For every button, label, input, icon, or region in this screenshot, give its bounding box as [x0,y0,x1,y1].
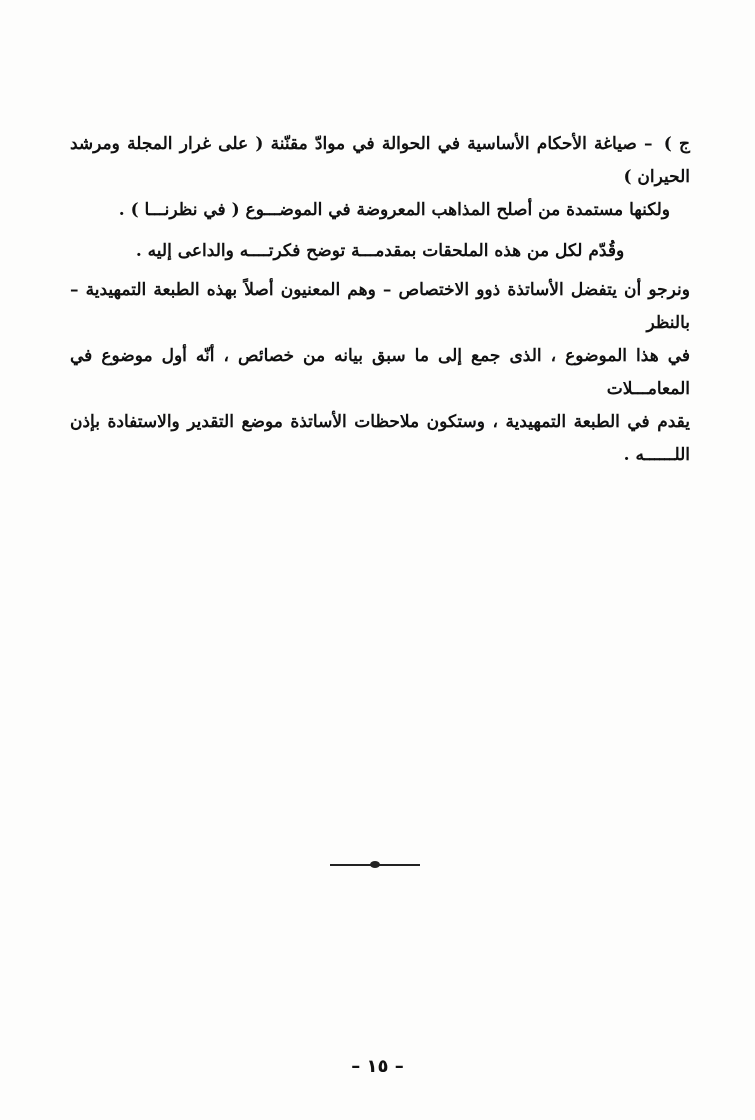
page-number: – ١٥ – [351,1056,404,1077]
closing-line-2: في هذا الموضوع ، الذى جمع إلى ما سبق بيانه من خصائص ، أنّه أول موضوع في المعامـــلات [70,346,690,399]
item-text-line1: – صياغة الأحكام الأساسية في الحوالة في موادّ مقنّنة ( على غرار المجلة ومرشد الحيران ) [70,134,690,187]
list-item-c [70,128,690,227]
item-label: ج ) [663,134,691,154]
closing-line-1: ونرجو أن يتفضل الأساتذة ذوو الاختصاص – وهم المعنيون أصلاً بهذه الطبعة التمهيدية – بالنظر [70,280,691,333]
closing-line-3: يقدم في الطبعة التمهيدية ، وستكون ملاحظات الأساتذة موضع التقدير والاستفادة بإذن اللــــــه . [70,412,690,465]
intro-sentence: وقُدّم لكل من هذه الملحقات بمقدمـــة توضح فكرتــــه والداعى إليه . [135,241,625,261]
page-body [70,128,690,472]
divider-ornament [370,861,380,868]
item-text-line2: ولكنها مستمدة من أصلح المذاهب المعروضة في الموضـــوع ( في نظرنـــا ) . [118,200,670,220]
closing-paragraph [70,274,690,472]
